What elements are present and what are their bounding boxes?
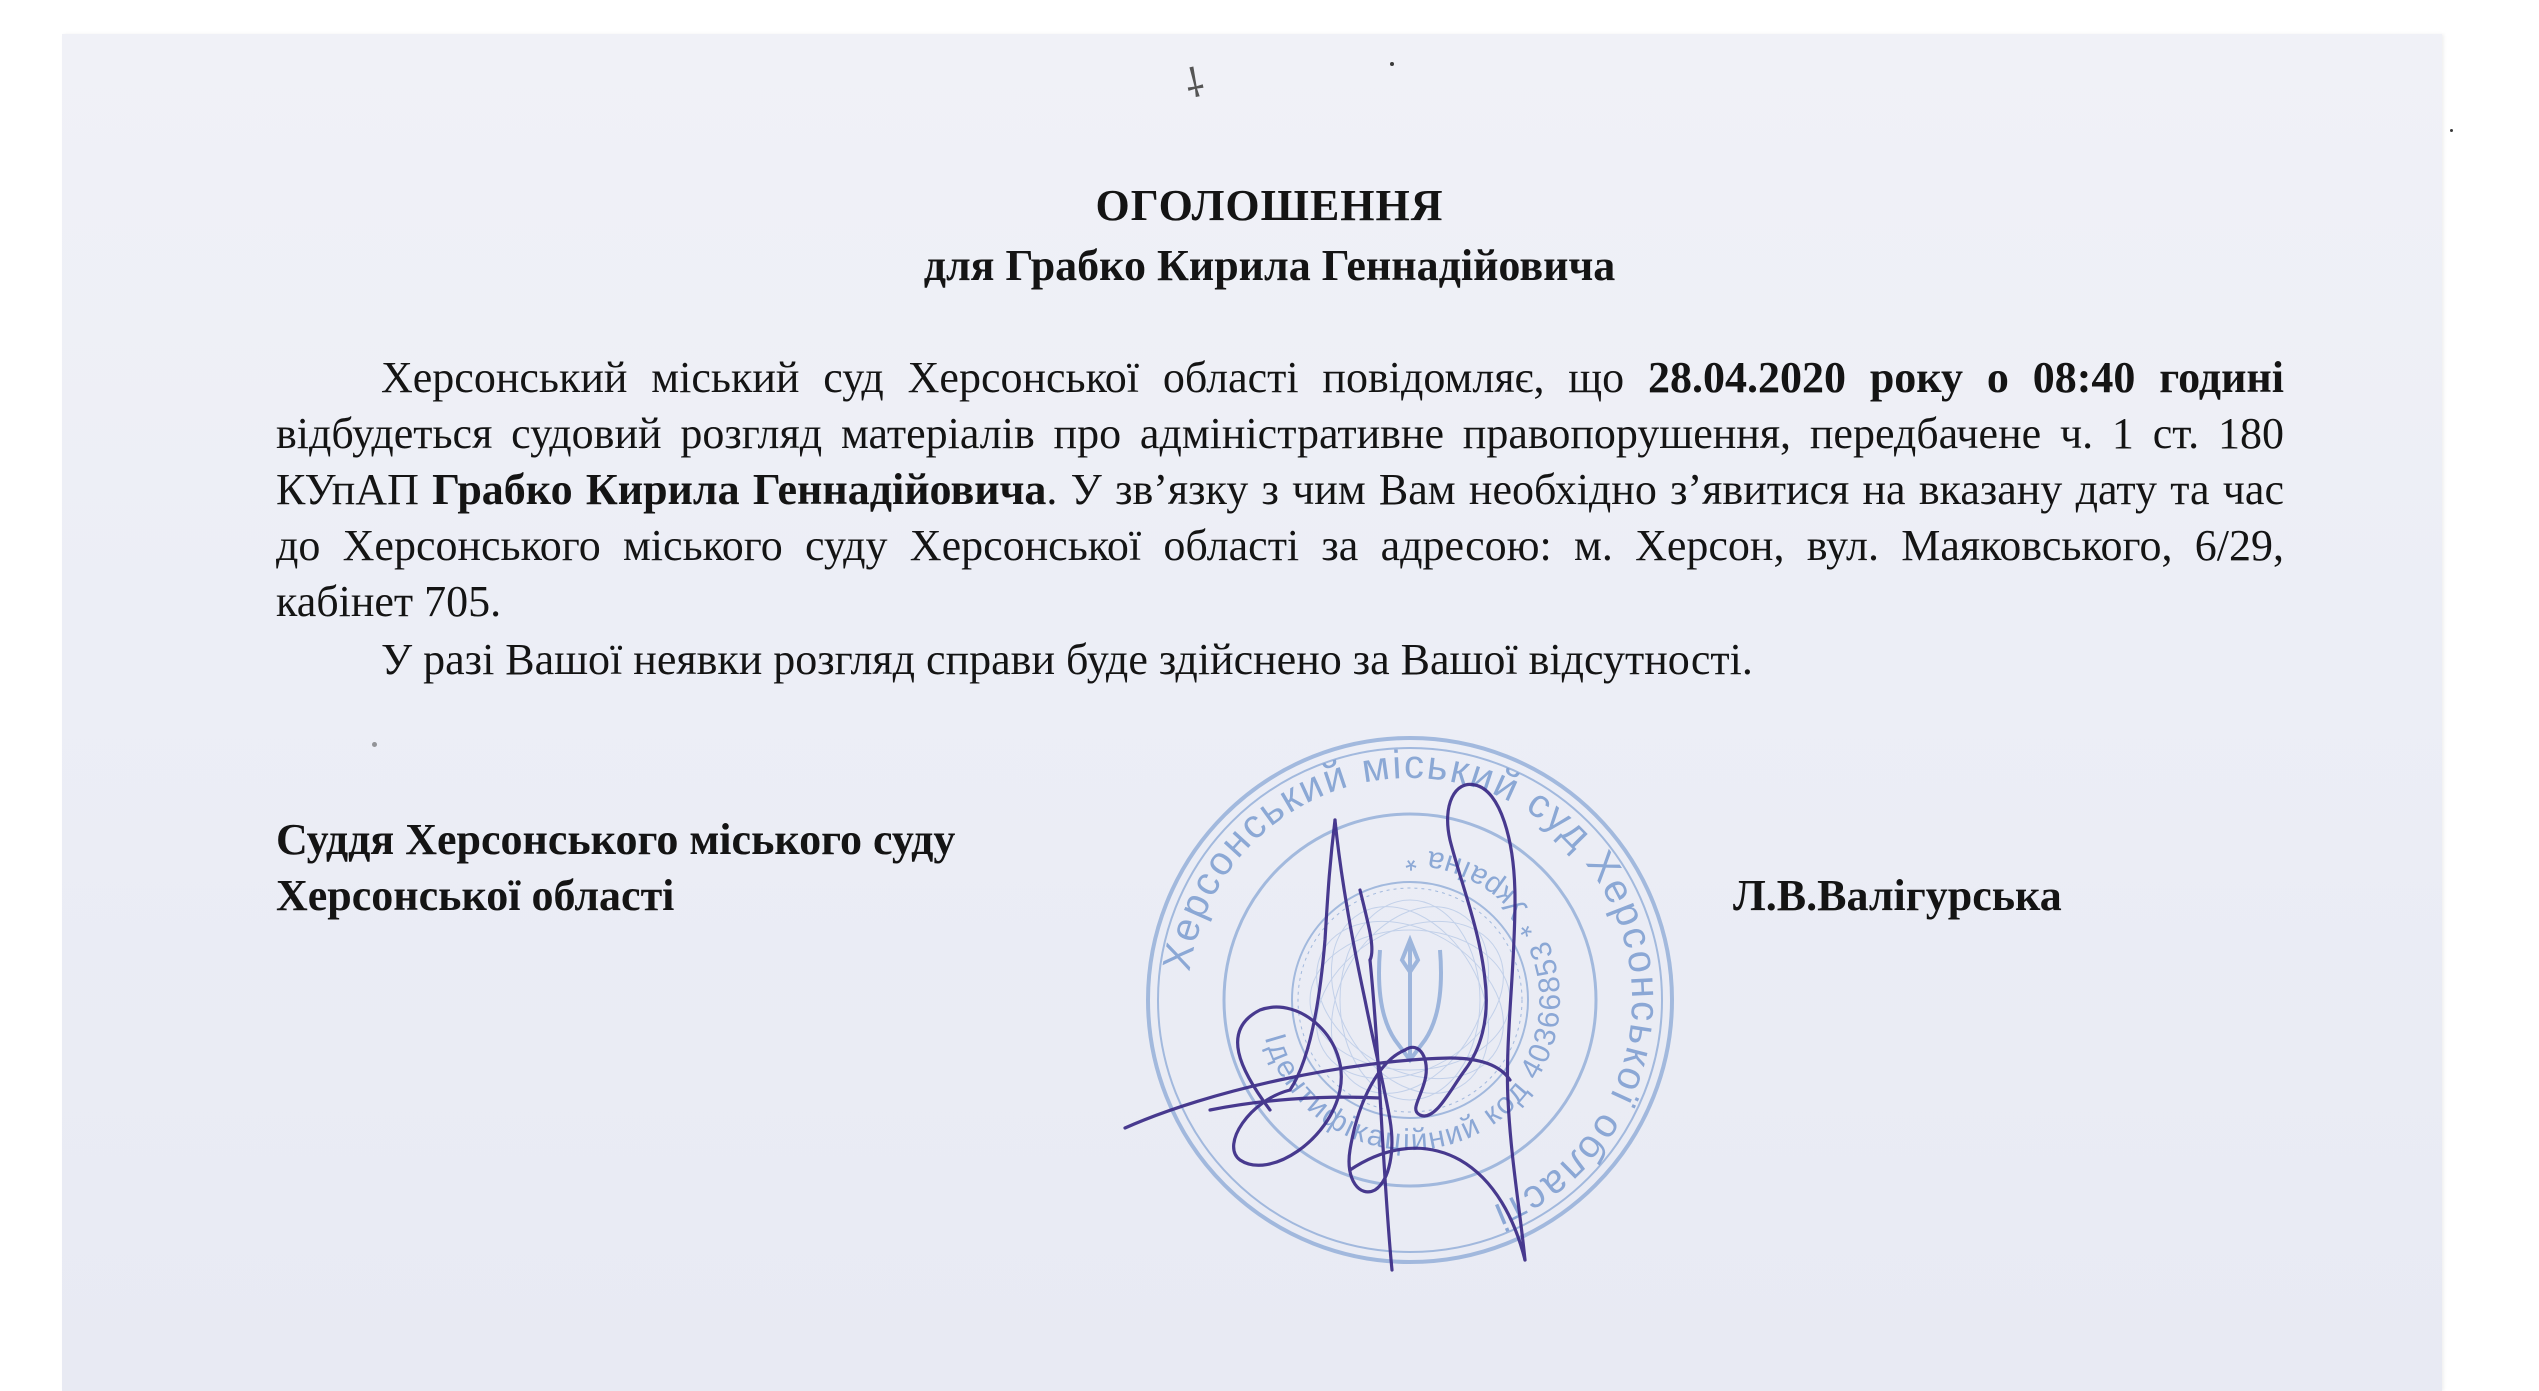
dust-speck xyxy=(372,742,377,747)
notice-text-part-1: Херсонський міський суд Херсонської області повідомляє, що xyxy=(381,353,1648,402)
handwritten-mark: ⸸ xyxy=(1180,59,1209,108)
seal-inner-path: Ідентифікаційний код 40366853 * Україна * xyxy=(1257,842,1568,1158)
person-name: Грабко Кирила Геннадійовича xyxy=(432,465,1047,514)
judge-name: Л.В.Валігурська xyxy=(1733,871,2062,920)
notice-text-part-2: відбудеться судовий розгляд матеріалів про адміністративне правопорушення, передбачене ч. 1 ст. 180 КУпАП xyxy=(276,409,2284,514)
document-title: ОГОЛОШЕННЯ xyxy=(1095,181,1444,230)
document-subtitle: для Грабко Кирила Геннадійовича xyxy=(923,241,1616,290)
hearing-date-time: 28.04.2020 року о 08:40 годині xyxy=(1648,353,2284,402)
judge-position xyxy=(276,812,955,924)
judge-position-line-2: Херсонської області xyxy=(276,871,675,920)
absence-text: У разі Вашої неявки розгляд справи буде здійснено за Вашої відсутності. xyxy=(381,635,1753,684)
seal-outer-path: Херсонський міський суд Херсонської області xyxy=(1154,742,1668,1240)
notice-paragraph xyxy=(276,350,2284,630)
notice-text-part-3: . У зв’язку з чим Вам необхідно з’явитися на вказану дату та час до Херсонського міського суду Херсонської області за адресою: м. Херсон, вул. Маяковського, 6/29, кабінет 705. xyxy=(276,465,2284,626)
dust-speck xyxy=(2450,129,2453,132)
judge-position-line-1: Суддя Херсонського міського суду xyxy=(276,815,956,864)
dust-speck xyxy=(1390,62,1394,66)
absence-paragraph xyxy=(276,632,2284,688)
